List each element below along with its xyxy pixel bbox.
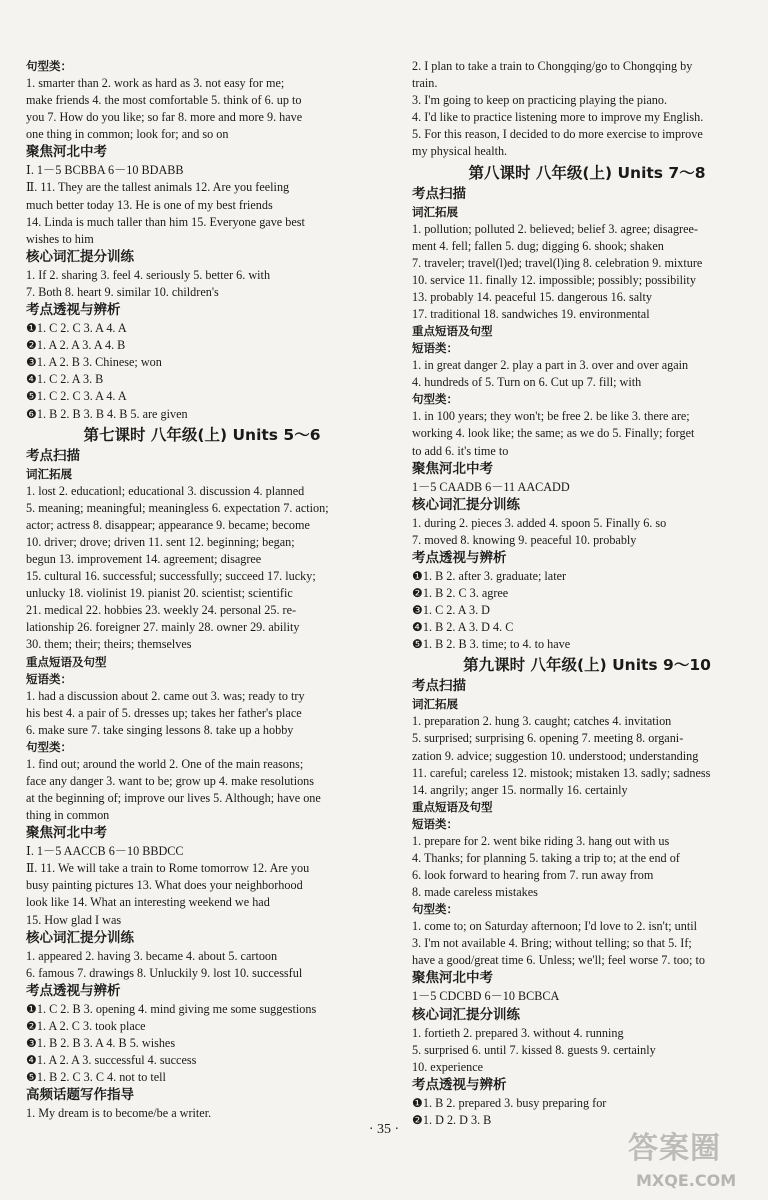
answer-line: ❸1. B 2. B 3. A 4. B 5. wishes	[26, 1036, 176, 1051]
section-heading: 考点扫描	[412, 185, 466, 202]
subsection-label: 重点短语及句型	[412, 324, 493, 339]
answer-line: 3. I'm going to keep on practicing playing the piano.	[412, 93, 668, 108]
answer-line: have a good/great time 6. Unless; we'll; feel worse 7. too; to	[412, 953, 705, 968]
answer-line: ❺1. C 2. C 3. A 4. A	[26, 389, 127, 404]
answer-line: 30. them; their; theirs; themselves	[26, 637, 192, 652]
section-heading: 考点扫描	[412, 678, 466, 695]
answer-line: 10. service 11. finally 12. impossible; possibly; possibility	[412, 272, 696, 287]
subsection-label: 重点短语及句型	[412, 799, 493, 814]
answer-line: lationship 26. foreigner 27. mainly 28. owner 29. ability	[26, 620, 300, 635]
answer-line: 6. look forward to hearing from 7. run away from	[412, 868, 654, 882]
subsection-label: 词汇拓展	[412, 697, 458, 712]
answer-line: 1. If 2. sharing 3. feel 4. seriously 5. better 6. with	[26, 267, 271, 282]
answer-line: 4. hundreds of 5. Turn on 6. Cut up 7. fill; with	[412, 375, 642, 390]
section-heading: 聚焦河北中考	[412, 460, 493, 477]
subsection-label: 词汇拓展	[26, 466, 72, 481]
watermark-url: MXQE.COM	[636, 1171, 737, 1190]
answer-line: 17. traditional 18. sandwiches 19. environmental	[412, 307, 650, 322]
answer-line: 21. medical 22. hobbies 23. weekly 24. personal 25. re-	[26, 603, 297, 618]
answer-line: train.	[412, 76, 438, 91]
answer-line: ❷1. B 2. C 3. agree	[412, 585, 509, 600]
lesson-title: 第九课时 八年级(上) Units 9～10	[463, 656, 711, 675]
section-heading: 聚焦河北中考	[412, 970, 493, 987]
answer-line: ❶1. B 2. after 3. graduate; later	[412, 568, 567, 583]
answer-line: Ⅰ. 1－5 AACCB 6－10 BBDCC	[26, 844, 184, 859]
answer-line: 4. I'd like to practice listening more to improve my English.	[412, 110, 704, 125]
answer-line: 6. famous 7. drawings 8. Unluckily 9. lost 10. successful	[26, 965, 303, 980]
answer-line: ❷1. A 2. A 3. A 4. B	[26, 338, 126, 353]
answer-line: 1－5 CDCBD 6－10 BCBCA	[412, 989, 560, 1004]
answer-line: 3. I'm not available 4. Bring; without telling; so that 5. If;	[412, 936, 692, 951]
answer-line: actor; actress 8. disappear; appearance 9. became; become	[26, 517, 310, 532]
lesson-title: 第八课时 八年级(上) Units 7～8	[468, 163, 706, 182]
answer-line: 1. find out; around the world 2. One of the main reasons;	[26, 756, 304, 771]
answer-line: you 7. How do you like; so far 8. more and more 9. have	[26, 110, 303, 125]
answer-line: ❸1. C 2. A 3. D	[412, 603, 490, 618]
answer-line: 5. meaning; meaningful; meaningless 6. expectation 7. action;	[26, 500, 329, 515]
answer-line: 1. had a discussion about 2. came out 3. was; ready to try	[26, 688, 305, 703]
page-number: · 35 ·	[368, 1122, 400, 1137]
answer-line: make friends 4. the most comfortable 5. think of 6. up to	[26, 93, 302, 108]
answer-line: ❺1. B 2. B 3. time; to 4. to have	[412, 637, 571, 652]
answer-line: 1. My dream is to become/be a writer.	[26, 1106, 212, 1121]
answer-line: Ⅱ. 11. We will take a train to Rome tomorrow 12. Are you	[26, 861, 310, 876]
answer-line: 1. in great danger 2. play a part in 3. over and over again	[412, 358, 689, 373]
answer-line: ❶1. C 2. B 3. opening 4. mind giving me some suggestions	[26, 1001, 317, 1016]
answer-line: 4. Thanks; for planning 5. taking a trip to; at the end of	[412, 850, 680, 865]
answer-line: 1. appeared 2. having 3. became 4. about 5. cartoon	[26, 948, 278, 963]
answer-line: 1－5 CAADB 6－11 AACADD	[412, 479, 570, 494]
answer-line: 7. traveler; travel(l)ed; travel(l)ing 8. celebration 9. mixture	[412, 255, 703, 270]
answer-line: 1. preparation 2. hung 3. caught; catches 4. invitation	[412, 714, 672, 729]
subsection-label: 句型类：	[26, 59, 72, 73]
answer-line: ❷1. A 2. C 3. took place	[26, 1018, 146, 1033]
answer-line: 1. prepare for 2. went bike riding 3. hang out with us	[412, 833, 670, 848]
answer-line: 15. How glad I was	[26, 912, 122, 927]
answer-line: his best 4. a pair of 5. dresses up; takes her father's place	[26, 705, 302, 720]
answer-line: 14. angrily; anger 15. normally 16. certainly	[412, 782, 628, 797]
answer-line: 6. make sure 7. take singing lessons 8. take up a hobby	[26, 722, 294, 737]
section-heading: 高频话题写作指导	[26, 1087, 134, 1104]
answer-line: Ⅰ. 1－5 BCBBA 6－10 BDABB	[26, 163, 184, 178]
answer-line: Ⅱ. 11. They are the tallest animals 12. Are you feeling	[26, 180, 290, 195]
answer-line: ❹1. B 2. A 3. D 4. C	[412, 620, 514, 635]
subsection-label: 句型类：	[412, 392, 458, 407]
answer-line: face any danger 3. want to be; grow up 4. make resolutions	[26, 773, 315, 788]
answer-line: 1. come to; on Saturday afternoon; I'd love to 2. isn't; until	[412, 919, 697, 934]
answer-line: much better today 13. He is one of my best friends	[26, 197, 273, 212]
section-heading: 考点扫描	[26, 447, 80, 464]
answer-line: look like 14. What an interesting weekend we had	[26, 895, 270, 910]
section-heading: 核心词汇提分训练	[412, 1006, 520, 1023]
answer-line: ❶1. C 2. C 3. A 4. A	[26, 321, 127, 336]
section-heading: 聚焦河北中考	[26, 825, 107, 842]
answer-line: 1. pollution; polluted 2. believed; belief 3. agree; disagree-	[412, 221, 698, 236]
section-heading: 考点透视与辨析	[26, 982, 121, 999]
section-heading: 核心词汇提分训练	[26, 248, 134, 265]
subsection-label: 重点短语及句型	[26, 654, 107, 669]
section-heading: 核心词汇提分训练	[26, 929, 134, 946]
answer-line: thing in common	[26, 808, 110, 823]
right-column	[412, 58, 762, 1129]
section-heading: 核心词汇提分训练	[412, 496, 520, 513]
subsection-label: 句型类：	[412, 902, 458, 917]
answer-line: my physical health.	[412, 144, 508, 159]
answer-line: 1. smarter than 2. work as hard as 3. not easy for me;	[26, 76, 285, 90]
watermark-text: 答案圈	[628, 1131, 721, 1166]
answer-line: working 4. look like; the same; as we do 5. Finally; forget	[412, 426, 695, 441]
answer-line: busy painting pictures 13. What does your neighborhood	[26, 878, 303, 893]
section-heading: 聚焦河北中考	[26, 144, 107, 161]
answer-line: 15. cultural 16. successful; successfully; succeed 17. lucky;	[26, 569, 316, 584]
answer-line: 7. Both 8. heart 9. similar 10. children's	[26, 284, 219, 299]
answer-line: at the beginning of; improve our lives 5. Although; have one	[26, 791, 321, 805]
answer-line: ❻1. B 2. B 3. B 4. B 5. are given	[26, 406, 188, 421]
answer-line: 5. surprised 6. until 7. kissed 8. guests 9. certainly	[412, 1042, 656, 1057]
answer-line: unlucky 18. violinist 19. pianist 20. scientist; scientific	[26, 586, 293, 601]
answer-line: 1. fortieth 2. prepared 3. without 4. running	[412, 1025, 624, 1040]
answer-line: begun 13. improvement 14. agreement; disagree	[26, 551, 262, 566]
answer-line: one thing in common; look for; and so on	[26, 127, 229, 142]
answer-line: 8. made careless mistakes	[412, 885, 538, 900]
left-column	[26, 58, 378, 1122]
answer-line: ❷1. D 2. D 3. B	[412, 1112, 492, 1127]
answer-line: zation 9. advice; suggestion 10. understood; understanding	[412, 748, 699, 763]
answer-line: 2. I plan to take a train to Chongqing/go to Chongqing by	[412, 59, 693, 73]
subsection-label: 短语类：	[412, 816, 458, 831]
subsection-label: 词汇拓展	[412, 204, 458, 219]
answer-line: 14. Linda is much taller than him 15. Everyone gave best	[26, 214, 305, 229]
subsection-label: 短语类：	[412, 341, 458, 356]
answer-line: wishes to him	[26, 231, 94, 246]
answer-line: 1. during 2. pieces 3. added 4. spoon 5. Finally 6. so	[412, 515, 667, 530]
answer-line: 1. lost 2. educationl; educational 3. discussion 4. planned	[26, 483, 305, 498]
answer-line: 11. careful; careless 12. mistook; mistaken 13. sadly; sadness	[412, 765, 711, 780]
answer-line: 13. probably 14. peaceful 15. dangerous 16. salty	[412, 289, 652, 304]
answer-line: ❺1. B 2. C 3. C 4. not to tell	[26, 1070, 166, 1085]
lesson-title: 第七课时 八年级(上) Units 5～6	[83, 425, 321, 444]
section-heading: 考点透视与辨析	[412, 1076, 507, 1093]
answer-line: 5. surprised; surprising 6. opening 7. meeting 8. organi-	[412, 731, 684, 746]
answer-line: ❸1. A 2. B 3. Chinese; won	[26, 355, 162, 370]
answer-line: ❹1. A 2. A 3. successful 4. success	[26, 1053, 197, 1068]
answer-line: to add 6. it's time to	[412, 443, 509, 458]
answer-line: ment 4. fell; fallen 5. dug; digging 6. shook; shaken	[412, 238, 664, 253]
answer-line: 5. For this reason, I decided to do more exercise to improve	[412, 127, 703, 142]
answer-line: 10. driver; drove; driven 11. sent 12. beginning; began;	[26, 534, 295, 549]
section-heading: 考点透视与辨析	[412, 549, 507, 566]
answer-line: 1. in 100 years; they won't; be free 2. be like 3. there are;	[412, 409, 690, 424]
subsection-label: 短语类：	[26, 671, 72, 686]
section-heading: 考点透视与辨析	[26, 302, 121, 319]
watermark	[628, 1128, 760, 1194]
answer-line: 10. experience	[412, 1059, 484, 1074]
answer-line: ❶1. B 2. prepared 3. busy preparing for	[412, 1095, 607, 1110]
subsection-label: 句型类：	[26, 739, 72, 754]
answer-line: ❹1. C 2. A 3. B	[26, 372, 104, 387]
answer-line: 7. moved 8. knowing 9. peaceful 10. probably	[412, 532, 637, 547]
